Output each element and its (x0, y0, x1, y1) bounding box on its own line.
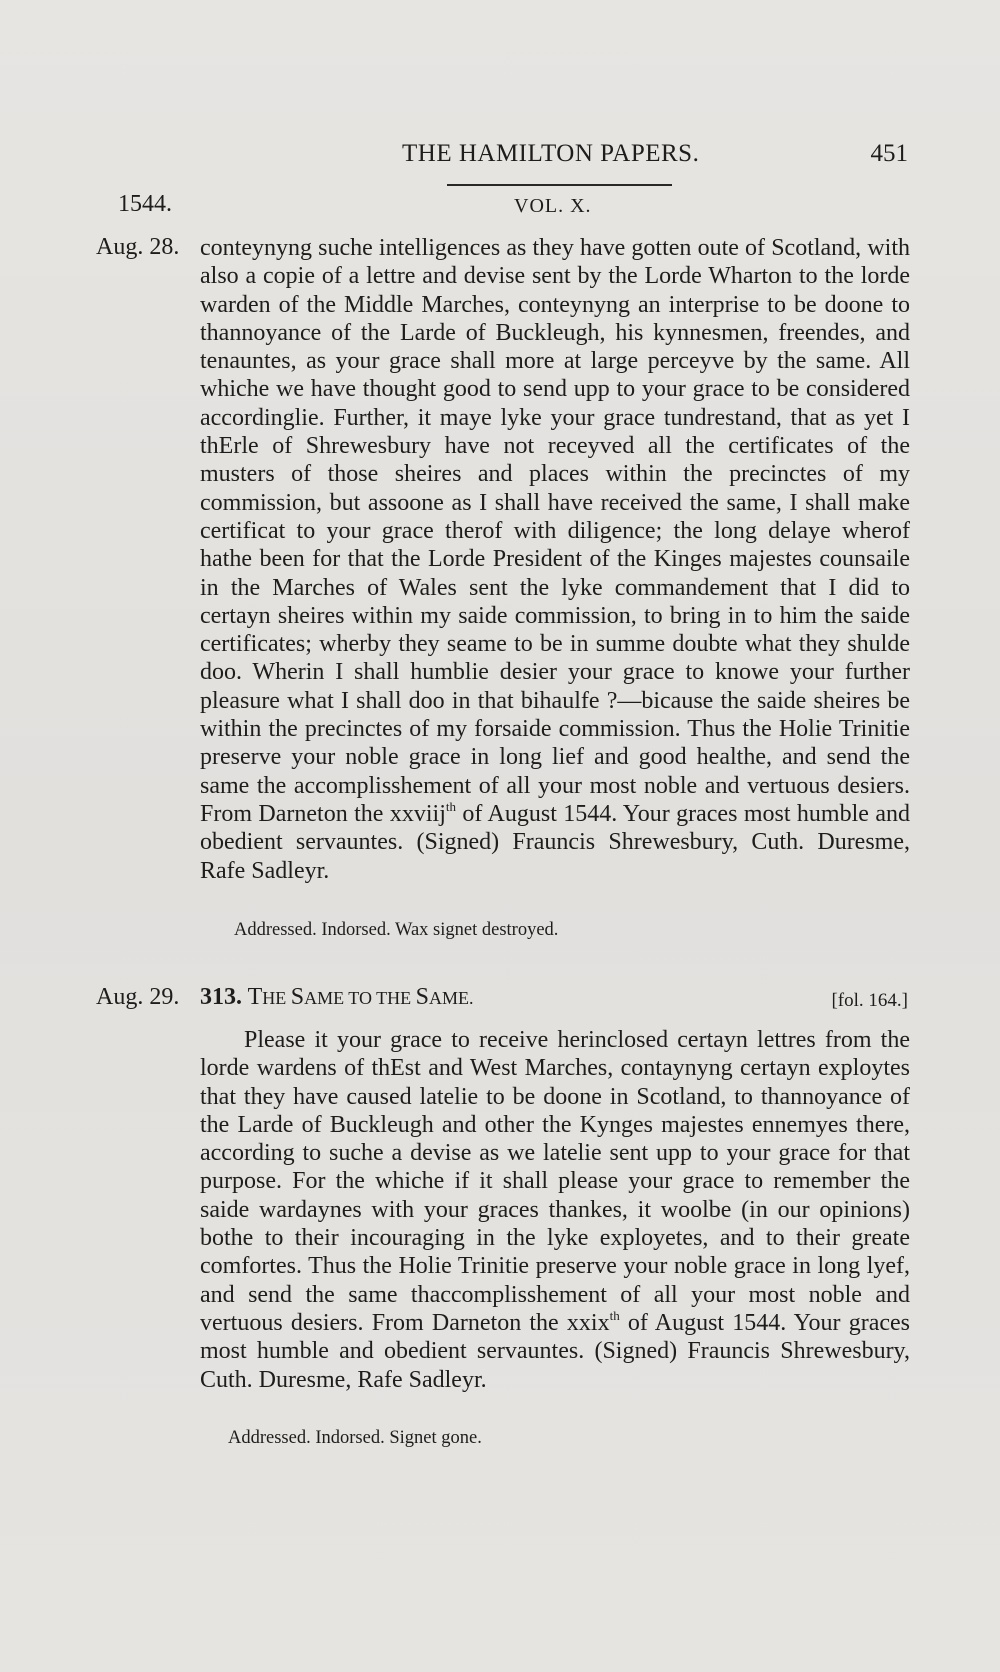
continued-letter-text (200, 234, 910, 885)
running-title: THE HAMILTON PAPERS. (402, 140, 700, 167)
year-marker: 1544. (118, 191, 172, 217)
ordinal-suffix: th (445, 798, 457, 814)
entry-313-text (200, 1026, 910, 1394)
letter-text-end: of August 1544. Your graces most humble and obedient servauntes. (Signed) Frauncis Shrewesbury, Cuth. Duresme, Rafe Sadleyr. (200, 800, 910, 884)
entry-heading (200, 984, 473, 1011)
header-rule (447, 184, 672, 186)
page-number: 451 (870, 140, 908, 167)
ordinal-suffix: th (609, 1307, 620, 1323)
running-head (0, 140, 1000, 174)
letter-text: conteynyng suche intelligences as they have gotten oute of Scotland, with also a copie of a lettre and devise sent by the Lorde Wharton to the lorde warden of the Middle Marches, conteynyng an interprise to be doone to thannoyance of the Larde of Buckleugh, his kynnesmen, freendes, and tenauntes, as your grace shall more at large perceyve by the same. All whiche we have thought good to send upp to your grace to be considered accordinglie. Further, it maye lyke your grace tundrestand, that as yet I thErle of Shrewesbury have not receyved all the certificates of the musters of those sheires and places within the precinctes of my commission, but assoone as I shall have received the same, I shall make certificat to your grace therof with diligence; the long delaye wherof hathe been for that the Lorde President of the Kinges majestes counsaile in the Marches of Wales sent the lyke commandement that I did to certayn sheires within my saide commission, to bring in to him the saide certificates; wherby they seame to be in summe doubte what they shulde doo. Wherin I shall humblie desier your grace to knowe your further pleasure what I shall doo in that bihaulfe ?—bicause the saide sheires be within the precinctes of my forsaide commission. Thus the Holie Trinitie preserve your noble grace in long lief and good healthe, and send the same the accomplisshement of all your most noble and vertuous desiers. From Darneton the xxviij (200, 235, 910, 827)
letter-text: Please it your grace to receive herinclosed certayn lettres from the lorde wardens of thEst and West Marches, contaynyng certayn exploytes that they have caused latelie to be doone in Scotland, to thannoyance of the Larde of Buckleugh and other the Kynges majestes ennemyes there, according to suche a devise as we latelie sent upp to your grace for that purpose. For the whiche if it shall please your grace to remember the saide wardaynes with your graces thankes, it woolbe (in our opinions) bothe to their incouraging in the lyke exployetes, and to their greate comfortes. Thus the Holie Trinitie preserve your noble grace in long lyef, and send the same thaccomplisshement of all your most noble and vertuous desiers. From Darneton the xxix (200, 1027, 910, 1336)
endorsement-note: Addressed. Indorsed. Wax signet destroyed. (234, 920, 559, 940)
entry-313-paragraph (200, 1026, 910, 1394)
endorsement-note: Addressed. Indorsed. Signet gone. (228, 1428, 482, 1448)
entry-title: THE SAME TO THE SAME. (247, 984, 474, 1010)
letter-text-end: of August 1544. Your graces most humble and obedient servauntes. (Signed) Frauncis Shrewesbury, Cuth. Duresme, Rafe Sadleyr. (200, 1309, 911, 1393)
folio-reference: [fol. 164.] (831, 990, 908, 1011)
entry-number: 313. (200, 984, 242, 1010)
margin-date-aug-28: Aug. 28. (96, 234, 180, 260)
continued-letter-paragraph (200, 234, 910, 885)
margin-date-aug-29: Aug. 29. (96, 984, 180, 1010)
volume-marker: VOL. X. (514, 195, 592, 217)
